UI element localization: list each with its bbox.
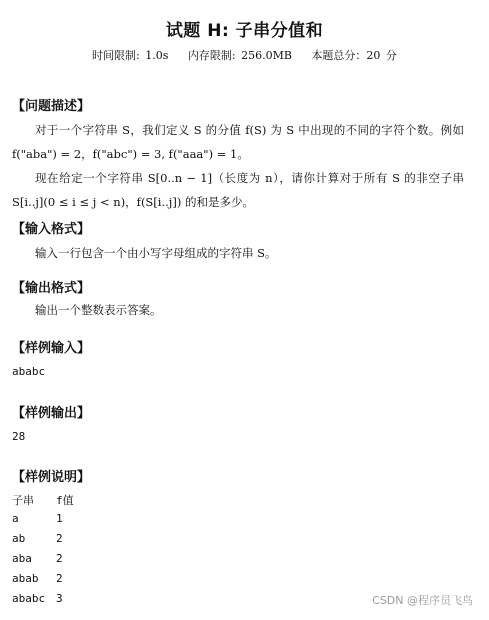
table-row — [12, 552, 96, 572]
page-title: 试题 H: 子串分值和 — [165, 21, 324, 41]
table-row — [12, 512, 96, 532]
csdn-watermark: CSDN @程序员飞鸟 — [372, 594, 473, 607]
table-row — [12, 532, 96, 552]
table-cell-f-value: 2 — [56, 572, 63, 585]
problem-description-para-1: 对于一个字符串 S，我们定义 S 的分值 f(S) 为 S 中出现的不同的字符个数。例如 f("aba") = 2，f("abc") = 3, f("aaa") = 1。 — [12, 123, 464, 161]
table-row — [12, 592, 96, 612]
table-header-substring: 子串 — [12, 494, 34, 507]
table-row — [12, 572, 96, 592]
sample-explanation-heading: 【样例说明】 — [12, 470, 91, 485]
output-format-text: 输出一个整数表示答案。 — [35, 303, 162, 317]
table-cell-f-value: 2 — [56, 532, 63, 545]
table-header-row — [12, 492, 96, 512]
sample-output-value: 28 — [12, 430, 26, 443]
problem-description-heading: 【问题描述】 — [12, 99, 91, 114]
table-cell-substring: abab — [12, 572, 39, 585]
problem-description-para-2: 现在给定一个字符串 S[0..n − 1]（长度为 n），请你计算对于所有 S 的非空子串 S[i..j](0 ≤ i ≤ j < n)，f(S[i..j]) 的和是多少。 — [12, 171, 464, 209]
sample-explanation-table — [12, 492, 96, 612]
sample-input-value: ababc — [12, 365, 46, 378]
table-cell-substring: a — [12, 512, 19, 525]
table-header-f-value: f值 — [56, 494, 74, 507]
total-score: 本题总分：20 分 — [311, 49, 397, 62]
table-cell-f-value: 2 — [56, 552, 63, 565]
table-cell-substring: ab — [12, 532, 26, 545]
input-format-heading: 【输入格式】 — [12, 222, 91, 237]
input-format-text: 输入一行包含一个由小写字母组成的字符串 S。 — [35, 246, 277, 260]
output-format-heading: 【输出格式】 — [12, 281, 91, 296]
sample-input-heading: 【样例输入】 — [12, 341, 91, 356]
time-limit: 时间限制: 1.0s — [92, 49, 169, 62]
table-cell-substring: ababc — [12, 592, 46, 605]
sample-output-heading: 【样例输出】 — [12, 406, 91, 421]
memory-limit: 内存限制: 256.0MB — [187, 49, 292, 62]
table-cell-substring: aba — [12, 552, 32, 565]
problem-meta — [0, 47, 489, 63]
table-cell-f-value: 3 — [56, 592, 63, 605]
table-cell-f-value: 1 — [56, 512, 63, 525]
